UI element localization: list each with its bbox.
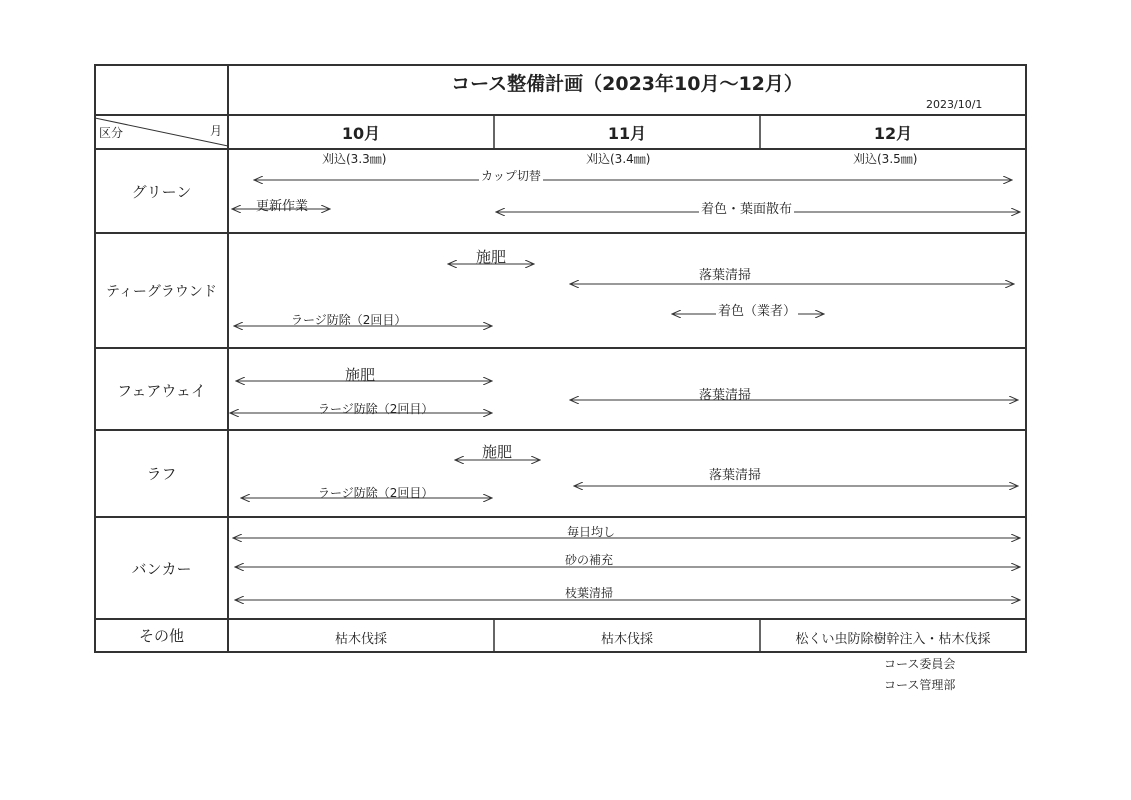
category-bunker: バンカー <box>131 560 192 578</box>
other-oct: 枯木伐採 <box>334 632 387 647</box>
month-dec: 12月 <box>873 124 913 143</box>
bunker-sand-label: 砂の補充 <box>565 553 614 567</box>
page-title: コース整備計画（2023年10月～12月） <box>451 73 803 95</box>
issue-date: 2023/10/1 <box>926 98 983 111</box>
rough-fertilize-label: 施肥 <box>482 443 513 461</box>
bunker-branch-label: 枝葉清掃 <box>565 586 614 600</box>
green-coloring-label: 着色・葉面散布 <box>699 198 794 217</box>
green-mow-nov: 刈込(3.4㎜) <box>586 152 651 166</box>
tee-large-patch-label: ラージ防除（2回目） <box>291 313 407 327</box>
fw-fertilize-label: 施肥 <box>345 366 376 384</box>
footer-committee: コース委員会 <box>884 657 956 671</box>
other-dec: 松くい虫防除樹幹注入・枯木伐採 <box>795 632 991 647</box>
fw-leaves-label: 落葉清掃 <box>699 388 752 403</box>
green-mow-oct: 刈込(3.3㎜) <box>322 152 387 166</box>
header-kubun: 区分 <box>99 126 124 140</box>
month-oct: 10月 <box>341 124 381 143</box>
footer-department: コース管理部 <box>884 678 956 692</box>
green-mow-dec: 刈込(3.5㎜) <box>853 152 918 166</box>
rough-large-patch-label: ラージ防除（2回目） <box>318 486 434 500</box>
tee-leaves-label: 落葉清掃 <box>699 268 752 283</box>
header-tsuki: 月 <box>210 124 223 138</box>
green-cup-label: カップ切替 <box>481 169 541 183</box>
category-tee: ティーグラウンド <box>106 284 217 300</box>
fw-large-patch-label: ラージ防除（2回目） <box>318 402 434 416</box>
tee-coloring-label: 着色（業者） <box>716 300 798 319</box>
rough-leaves-label: 落葉清掃 <box>709 468 762 483</box>
bunker-daily-label: 毎日均し <box>567 525 616 539</box>
category-rough: ラフ <box>146 465 177 483</box>
tee-fertilize-label: 施肥 <box>476 248 507 266</box>
green-renewal-label: 更新作業 <box>256 199 309 214</box>
other-nov: 枯木伐採 <box>600 632 653 647</box>
month-nov: 11月 <box>607 124 647 143</box>
category-fairway: フェアウェイ <box>117 382 206 400</box>
category-other: その他 <box>138 627 184 645</box>
category-green: グリーン <box>131 183 192 201</box>
